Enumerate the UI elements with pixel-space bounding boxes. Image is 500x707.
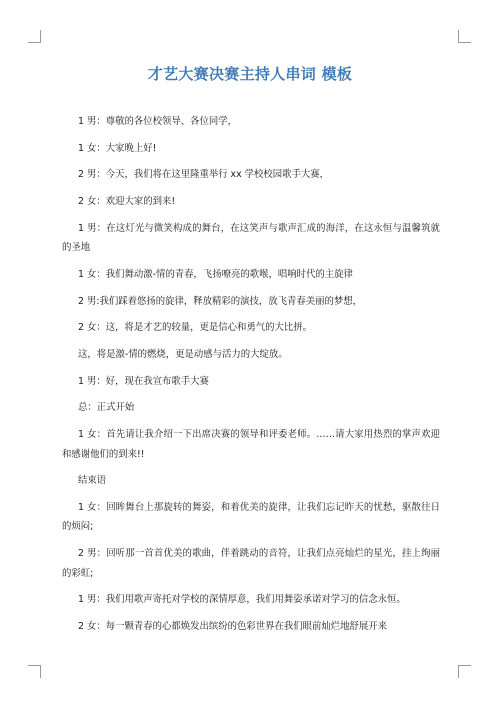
crop-mark-bottom-right [458, 665, 471, 678]
paragraph: 1 女：大家晚上好! [78, 142, 157, 154]
crop-mark-top-left [28, 30, 41, 43]
crop-mark-bottom-left [28, 665, 41, 678]
paragraph: 2 女：这，将是才艺的较量，更是信心和勇气的大比拼。 [78, 322, 312, 334]
paragraph: 1 女：我们舞动激-情的青春，飞扬嘹亮的歌喉，唱响时代的主旋律 [78, 268, 353, 280]
section-heading: 结束语 [78, 475, 107, 487]
paragraph: 总：正式开始 [78, 402, 135, 414]
paragraph: 1 男：我们用歌声寄托对学校的深情厚意，我们用舞姿承诺对学习的信念永恒。 [78, 594, 406, 606]
paragraph: 2 女：欢迎大家的到来! [78, 196, 176, 208]
paragraph: 1 女：回眸舞台上那旋转的舞姿，和着优美的旋律，让我们忘记昨天的忧愁，驱散往日的烦闷; [62, 501, 440, 533]
paragraph: 1 男：尊敬的各位校领导、各位同学， [78, 116, 237, 127]
paragraph: 2 女：每一颗青春的心都焕发出缤纷的色彩世界在我们眼前灿烂地舒展开来 [78, 621, 387, 632]
paragraph: 1 男：在这灯光与微笑构成的舞台，在这笑声与歌声汇成的海洋，在这永恒与温馨筑就的圣地 [62, 222, 440, 254]
paragraph: 1 男：好，现在我宣布歌手大赛 [78, 375, 209, 387]
paragraph: 这，将是激-情的燃烧，更是动感与活力的大绽放。 [78, 349, 288, 360]
crop-mark-top-right [458, 30, 471, 43]
document-body [62, 112, 440, 644]
document-title: 才艺大赛决赛主持人串词 模板 [147, 65, 353, 83]
paragraph: 2 男：今天，我们将在这里隆重举行 xx 学校校园歌手大赛， [78, 169, 330, 181]
paragraph: 2 男:我们踩着悠扬的旋律，释放精彩的演技，放飞青春美丽的梦想， [78, 295, 362, 307]
paragraph: 1 女：首先请让我介绍一下出席决赛的领导和评委老师。……请大家用热烈的掌声欢迎和感谢他们的到来!! [62, 429, 440, 460]
paragraph: 2 男：回听那一首首优美的歌曲，伴着跳动的音符，让我们点亮灿烂的星光，挂上绚丽的彩虹; [62, 548, 440, 579]
